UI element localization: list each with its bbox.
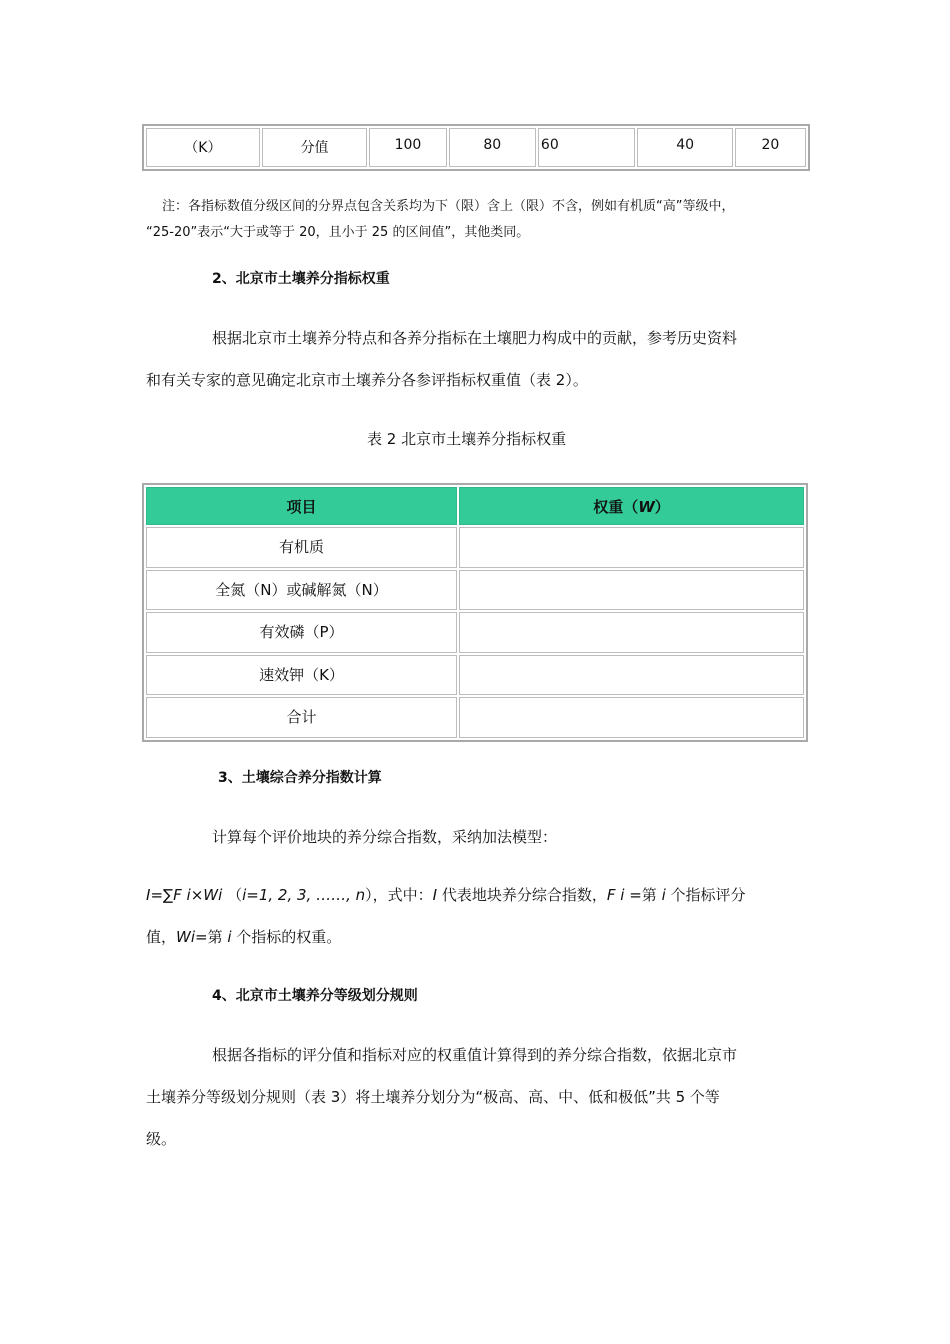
table-cell-item: 合计 bbox=[146, 697, 457, 738]
table-cell: 分值 bbox=[262, 128, 368, 167]
section-heading: 4、北京市土壤养分等级划分规则 bbox=[212, 988, 418, 1004]
formula-line: 值，Wi=第 i 个指标的权重。 bbox=[146, 928, 342, 946]
paragraph-line: 根据北京市土壤养分特点和各养分指标在土壤肥力构成中的贡献，参考历史资料 bbox=[212, 329, 738, 347]
table-cell: 40 bbox=[637, 128, 732, 167]
table-cell-item: 有机质 bbox=[146, 527, 457, 568]
table-cell: 20 bbox=[735, 128, 806, 167]
table-cell-weight bbox=[459, 655, 804, 696]
paragraph-line: 和有关专家的意见确定北京市土壤养分各参评指标权重值（表 2）。 bbox=[146, 371, 588, 389]
grading-table-fragment bbox=[142, 124, 810, 171]
table-row bbox=[146, 655, 804, 696]
weight-table bbox=[142, 483, 808, 742]
column-header-weight: 权重（W） bbox=[459, 487, 804, 525]
table-row bbox=[146, 128, 806, 167]
table-cell: 60 bbox=[538, 128, 636, 167]
table-cell-item: 全氮（N）或碱解氮（N） bbox=[146, 570, 457, 611]
table-row bbox=[146, 612, 804, 653]
paragraph-line: 计算每个评价地块的养分综合指数，采纳加法模型： bbox=[212, 828, 558, 846]
table-cell-item: 有效磷（P） bbox=[146, 612, 457, 653]
table-note-line-1: 注：各指标数值分级区间的分界点包含关系均为下（限）含上（限）不含，例如有机质“高”等级中， bbox=[162, 199, 735, 214]
table-cell-weight bbox=[459, 612, 804, 653]
table-cell: 80 bbox=[449, 128, 536, 167]
table-cell-weight bbox=[459, 570, 804, 611]
column-header-item: 项目 bbox=[146, 487, 457, 525]
table-note-line-2: “25-20”表示“大于或等于 20，且小于 25 的区间值”，其他类同。 bbox=[146, 225, 530, 240]
section-heading: 2、北京市土壤养分指标权重 bbox=[212, 271, 390, 287]
table-row bbox=[146, 697, 804, 738]
table-row bbox=[146, 527, 804, 568]
section-heading: 3、土壤综合养分指数计算 bbox=[218, 770, 382, 786]
table-cell-item: 速效钾（K） bbox=[146, 655, 457, 696]
paragraph-line: 级。 bbox=[146, 1130, 177, 1148]
table-cell-weight bbox=[459, 527, 804, 568]
formula-line: I=∑F i×Wi （i=1, 2, 3, ……, n），式中：I 代表地块养分综合指数，F i =第 i 个指标评分 bbox=[146, 886, 746, 904]
table-row bbox=[146, 570, 804, 611]
table-cell: （K） bbox=[146, 128, 260, 167]
paragraph-line: 根据各指标的评分值和指标对应的权重值计算得到的养分综合指数，依据北京市 bbox=[212, 1046, 738, 1064]
table-cell: 100 bbox=[369, 128, 446, 167]
paragraph-line: 土壤养分等级划分规则（表 3）将土壤养分划分为“极高、高、中、低和极低”共 5 个等 bbox=[146, 1088, 720, 1106]
table-header-row bbox=[146, 487, 804, 525]
table-caption: 表 2 北京市土壤养分指标权重 bbox=[367, 430, 567, 448]
table-cell-weight bbox=[459, 697, 804, 738]
